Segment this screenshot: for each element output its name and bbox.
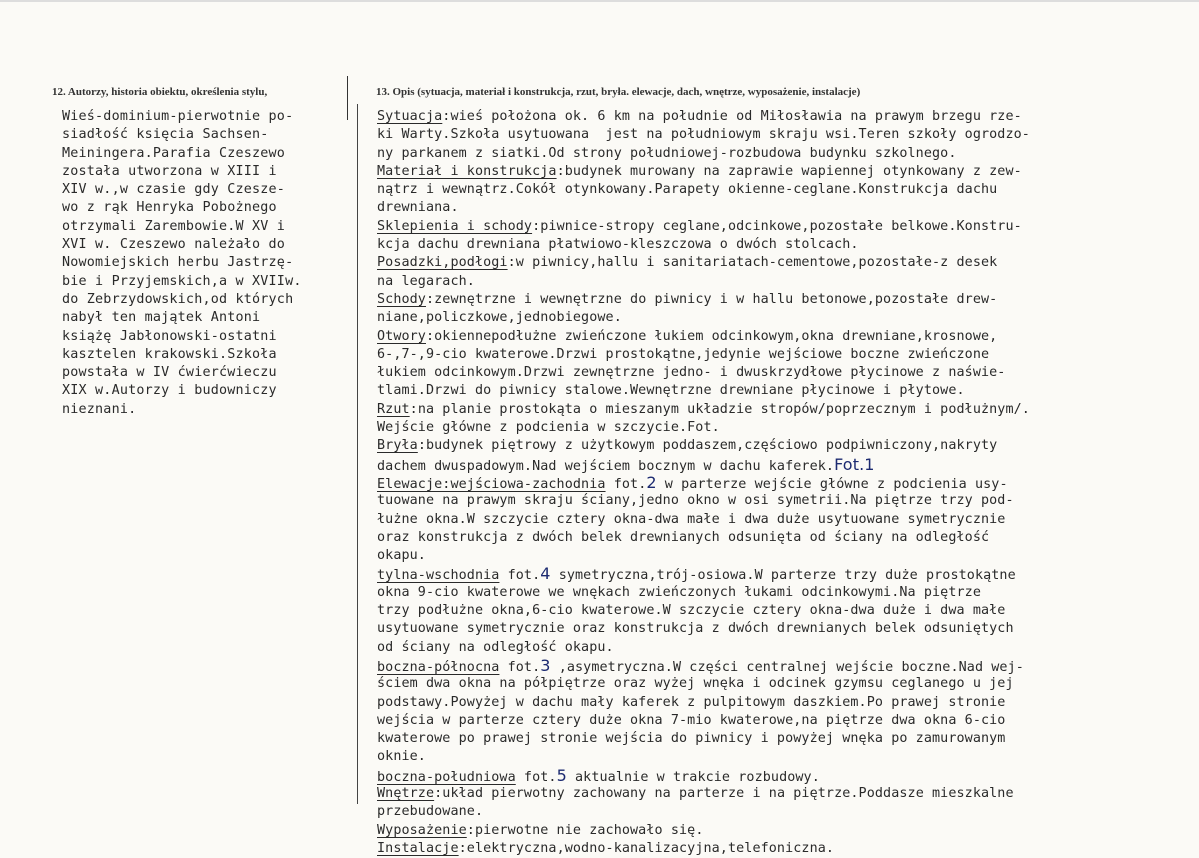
description-line — [377, 657, 1197, 675]
line-text: drewniana. — [377, 200, 459, 216]
history-line: XIX w.Autorzy i budowniczy — [62, 383, 277, 399]
line-text: :wieś położona ok. 6 km na południe od Miłosławia na prawym brzegu rze- — [442, 109, 1022, 124]
history-line: nieznani. — [62, 401, 137, 417]
line-text: oknie. — [377, 749, 426, 765]
section-label: Sklepienia i schody — [377, 218, 533, 234]
line-text: ny parkanem z siatki.Od strony południowej-rozbudowa budynku szkolnego. — [377, 145, 957, 161]
section-label: Otwory — [377, 328, 426, 344]
section-label: Wnętrze — [377, 785, 435, 801]
description-line — [377, 145, 1197, 163]
handwritten-photo-number: 5 — [556, 765, 567, 785]
history-line: XIV w.,w czasie gdy Czesze- — [62, 182, 286, 198]
line-text: :układ pierwotny zachowany na parterze i na piętrze.Poddasze mieszkalne — [434, 785, 1014, 801]
line-text: nątrz i wewnątrz.Cokół otynkowany.Parapety okienne-ceglane.Konstrukcja dachu — [377, 182, 998, 198]
section-label: Schody — [377, 291, 426, 307]
column-divider — [357, 104, 358, 804]
line-text: ki Warty.Szkoła usytuowana jest na południowym skraju wsi.Teren szkoły ogrodzo- — [377, 127, 1030, 143]
history-line: nabył ten majątek Antoni — [62, 310, 261, 326]
line-text: tuowane na prawym skraju ściany,jedno okno w osi symetrii.Na piętrze trzy pod- — [377, 493, 1014, 509]
line-text: dachem dwuspadowym.Nad wejściem bocznym w dachu kaferek. — [377, 458, 835, 474]
section-label: Materiał i konstrukcja — [377, 163, 557, 179]
description-line — [377, 748, 1197, 766]
section-label: Rzut — [377, 401, 410, 417]
line-text: od ściany na odległość okapu. — [377, 639, 614, 655]
description-line — [377, 822, 1197, 840]
history-line: Nowomiejskich herbu Jastrzę- — [62, 255, 294, 271]
description-line — [377, 785, 1197, 803]
line-text: :budynek piętrowy z użytkowym poddaszem,częściowo podpiwniczony,nakryty — [417, 438, 998, 454]
description-line — [377, 694, 1197, 712]
line-text: fot. — [605, 476, 647, 492]
description-line — [377, 620, 1197, 638]
description-line — [377, 218, 1197, 236]
description-line — [377, 529, 1197, 547]
line-text-after: aktualnie w trakcie rozbudowy. — [566, 769, 820, 785]
description-line — [377, 712, 1197, 730]
top-edge — [0, 0, 1199, 2]
description-line — [377, 602, 1197, 620]
handwritten-photo-number: 2 — [646, 472, 657, 492]
description-line — [377, 181, 1197, 199]
line-text: :pierwotne nie zachowało się. — [466, 822, 704, 838]
line-text: :na planie prostokąta o mieszanym układzie stropów/poprzecznym i podłużnym/. — [409, 401, 1030, 417]
section-label: Instalacje — [377, 840, 459, 856]
description-line — [377, 382, 1197, 400]
line-text: przebudowane. — [377, 804, 484, 820]
section-label: tylna-wschodnia — [377, 568, 500, 584]
line-text: trzy podłużne okna,6-cio kwaterowe.W szczycie cztery okna-dwa duże i dwa małe — [377, 603, 1006, 619]
line-text: okapu. — [377, 548, 426, 564]
line-text: fot. — [515, 769, 557, 785]
description-line — [377, 511, 1197, 529]
description-line — [377, 584, 1197, 602]
description-line — [377, 639, 1197, 657]
handwritten-photo-number: 4 — [540, 564, 551, 584]
line-text: :w piwnicy,hallu i sanitariatach-cementowe,pozostałe-z desek — [507, 255, 998, 271]
handwritten-photo-number: 3 — [540, 655, 551, 675]
right-column-heading: 13. Opis (sytuacja, materiał i konstrukcja, rzut, bryła. elewacje, dach, wnętrze, wyposażenie, instalacje) — [376, 86, 861, 98]
line-text: fot. — [499, 659, 541, 675]
description-line — [377, 328, 1197, 346]
line-text: na legarach. — [377, 273, 475, 289]
description-line — [377, 401, 1197, 419]
line-text: Wejście główne z podcienia w szczycie.Fot. — [377, 420, 720, 436]
description-line — [377, 309, 1197, 327]
line-text: :okiennepodłużne zwieńczone łukiem odcinkowym,okna drewniane,krosnowe, — [425, 328, 998, 344]
description-line — [377, 474, 1197, 492]
line-text: :zewnętrzne i wewnętrzne do piwnicy i w hallu betonowe,pozostałe drew- — [425, 291, 998, 307]
description-line — [377, 108, 1197, 126]
description-line — [377, 492, 1197, 510]
description-line — [377, 291, 1197, 309]
line-text: ściem dwa okna na półpiętrze oraz wyżej wnęka i odcinek gzymsu ceglanego u jej — [377, 676, 1014, 692]
line-text: tlami.Drzwi do piwnicy stalowe.Wewnętrzne drewniane płycinowe i płytowe. — [377, 383, 965, 399]
section-label: Sytuacja — [377, 109, 443, 124]
line-text-after: w parterze wejście główne z podcienia usy- — [656, 476, 1008, 492]
description-line — [377, 199, 1197, 217]
history-text — [62, 108, 352, 419]
line-text: łużne okna.W szczycie cztery okna-dwa małe i dwa duże usytuowane symetrycznie — [377, 511, 1006, 527]
description-line — [377, 273, 1197, 291]
history-line: bie i Przyjemskich,a w XVIIw. — [62, 273, 302, 289]
line-text: :piwnice-stropy ceglane,odcinkowe,pozostałe belkowe.Konstru- — [532, 218, 1022, 234]
line-text: fot. — [499, 568, 541, 584]
description-line — [377, 254, 1197, 272]
section-label: Wyposażenie — [377, 822, 467, 838]
description-line — [377, 236, 1197, 254]
line-text: podstawy.Powyżej w dachu mały kaferek z pulpitowym daszkiem.Po prawej stronie — [377, 694, 1006, 710]
history-line: powstała w IV ćwierćwieczu — [62, 365, 277, 381]
line-text-after: symetryczna,trój-osiowa.W parterze trzy duże prostokątne — [550, 568, 1016, 584]
line-text: :budynek murowany na zaprawie wapiennej otynkowany z zew- — [556, 163, 1022, 179]
description-line — [377, 126, 1197, 144]
description-line — [377, 565, 1197, 583]
description-line — [377, 456, 1197, 474]
description-line — [377, 803, 1197, 821]
history-line: otrzymali Zarembowie.W XV i — [62, 218, 286, 234]
line-text: kwaterowe po prawej stronie wejścia do piwnicy i powyżej wnęka po zamurowanym — [377, 731, 1006, 747]
line-text: oraz konstrukcja z dwóch belek drewnianych odsunięta od ściany na odległość — [377, 529, 990, 545]
section-label: Elewacje:wejściowa-zachodnia — [377, 476, 606, 492]
section-label: Bryła — [377, 438, 418, 454]
description-line — [377, 730, 1197, 748]
line-text-after: ,asymetryczna.W części centralnej wejście boczne.Nad wej- — [550, 659, 1024, 675]
description-line — [377, 437, 1197, 455]
history-line: Meiningera.Parafia Czeszewo — [62, 145, 286, 161]
handwritten-photo-number: Fot.1 — [834, 454, 875, 474]
description-line — [377, 346, 1197, 364]
description-line — [377, 364, 1197, 382]
left-column-heading: 12. Autorzy, historia obiektu, określenia stylu, — [52, 86, 268, 98]
history-line: została utworzona w XIII i — [62, 163, 277, 179]
line-text: niane,policzkowe,jednobiegowe. — [377, 310, 622, 326]
description-line — [377, 547, 1197, 565]
history-line: wo z rąk Henryka Pobożnego — [62, 200, 277, 216]
description-line — [377, 767, 1197, 785]
history-line: książę Jabłonowski-ostatni — [62, 328, 277, 344]
history-line: siadłość księcia Sachsen- — [62, 127, 269, 143]
line-text: usytuowane symetrycznie oraz konstrukcja z dwóch drewnianych belek odsuniętych — [377, 621, 1014, 637]
line-text: :elektryczna,wodno-kanalizacyjna,telefoniczna. — [458, 840, 835, 856]
line-text: kcja dachu drewniana płatwiowo-kleszczowa o dwóch stolcach. — [377, 237, 859, 253]
history-line: XVI w. Czeszewo należało do — [62, 237, 286, 253]
section-label: boczna-północna — [377, 659, 500, 675]
history-line: Wieś-dominium-pierwotnie po- — [62, 109, 294, 124]
section-label: boczna-południowa — [377, 769, 516, 785]
description-text — [377, 108, 1197, 858]
line-text: łukiem odcinkowym.Drzwi zewnętrzne jedno- i dwuskrzydłowe płycinowe z naświe- — [377, 365, 1006, 381]
description-line — [377, 419, 1197, 437]
line-text: 6-,7-,9-cio kwaterowe.Drzwi prostokątne,jedynie wejściowe boczne zwieńczone — [377, 346, 990, 362]
line-text: wejścia w parterze cztery duże okna 7-mio kwaterowe,na piętrze dwa okna 6-cio — [377, 712, 1006, 728]
section-label: Posadzki,podłogi — [377, 255, 508, 271]
description-line — [377, 163, 1197, 181]
description-line — [377, 675, 1197, 693]
line-text: okna 9-cio kwaterowe we wnękach zwieńczonych łukami odcinkowymi.Na piętrze — [377, 584, 981, 600]
history-line: do Zebrzydowskich,od których — [62, 291, 294, 307]
history-line: kasztelen krakowski.Szkoła — [62, 346, 277, 362]
